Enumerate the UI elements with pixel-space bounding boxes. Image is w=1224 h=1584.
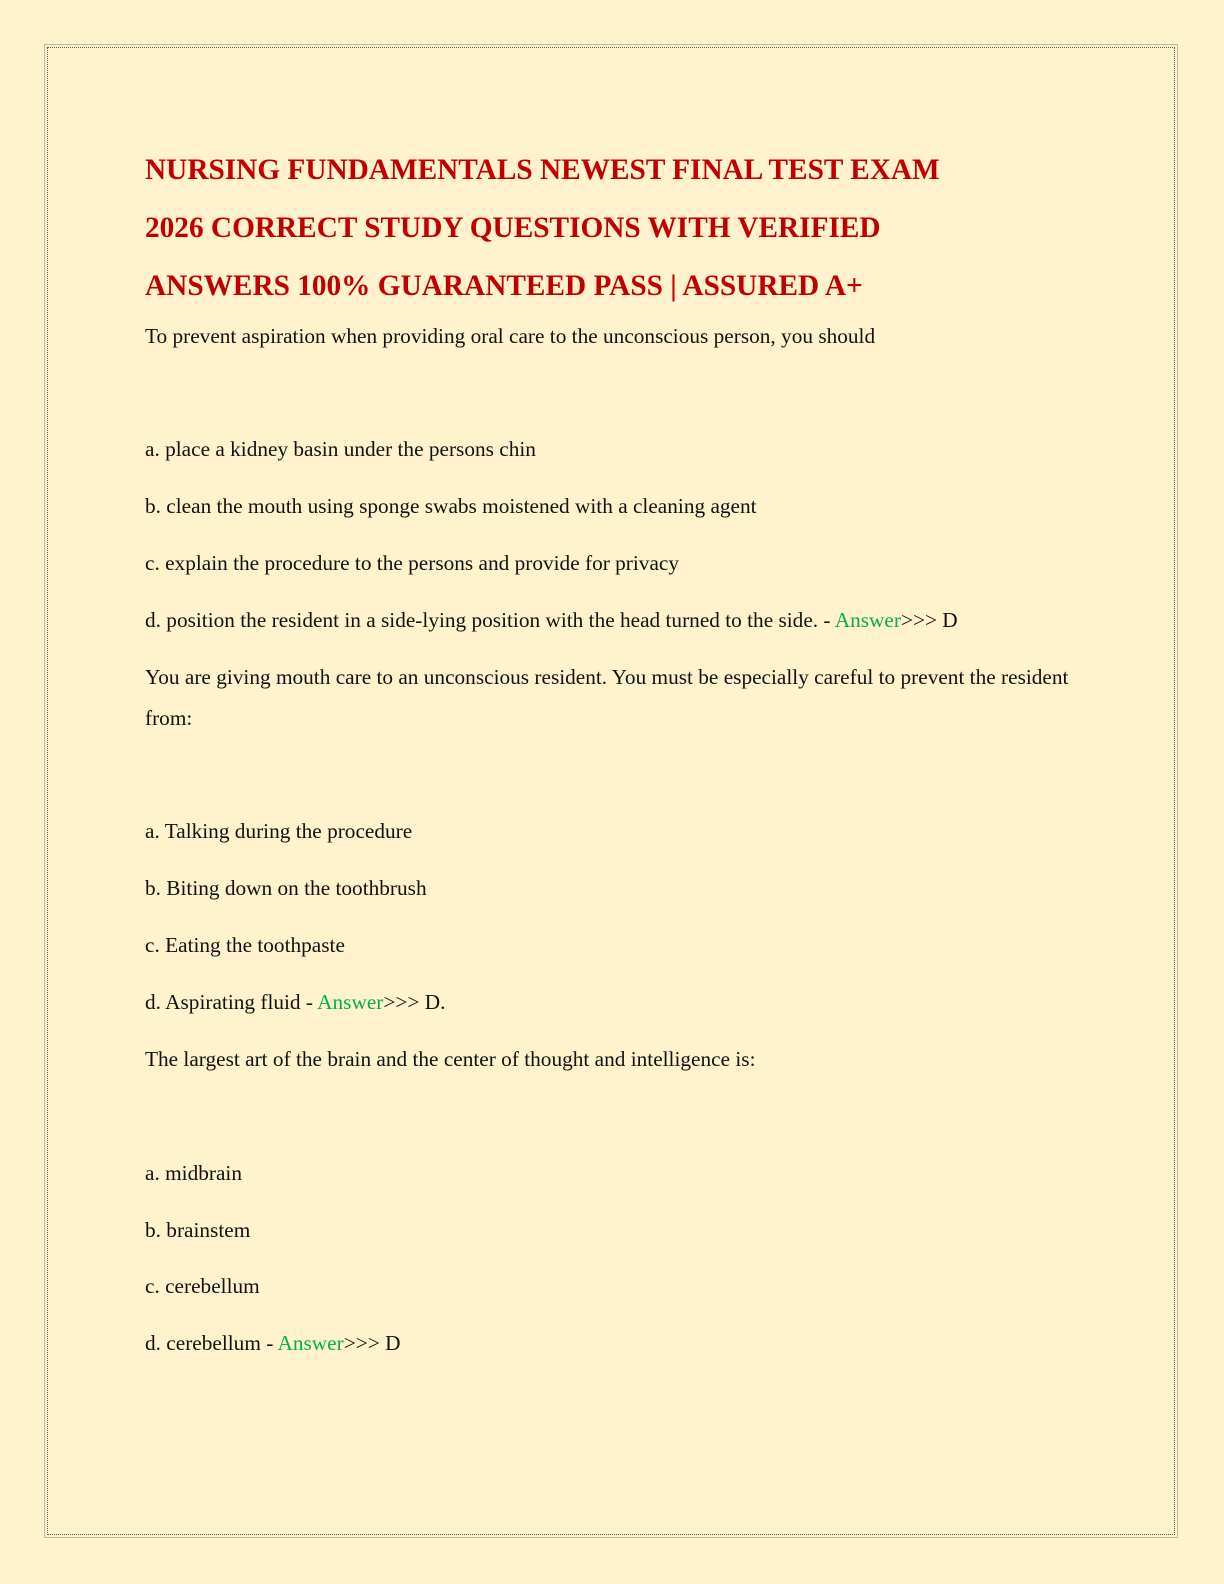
answer-value: >>> D — [343, 1331, 401, 1355]
question-3-option-d — [145, 1323, 400, 1364]
document-title — [145, 141, 1085, 315]
question-2-option-a: a. Talking during the procedure — [145, 819, 413, 843]
question-2-option-c: c. Eating the toothpaste — [145, 933, 345, 957]
answer-value: >>> D — [900, 608, 958, 632]
question-1-option-d — [145, 600, 958, 641]
question-1-prompt: To prevent aspiration when providing oral care to the unconscious person, you should — [145, 324, 876, 348]
question-2-prompt: You are giving mouth care to an unconscious resident. You must be especially careful to prevent the resident from: — [145, 665, 1069, 730]
question-2-option-b: b. Biting down on the toothbrush — [145, 876, 427, 900]
question-3-option-c: c. cerebellum — [145, 1274, 260, 1298]
answer-label: Answer — [834, 608, 901, 632]
answer-label: Answer — [317, 990, 384, 1014]
answer-value: >>> D. — [383, 990, 446, 1014]
option-text: d. Aspirating fluid - — [145, 990, 318, 1014]
answer-label: Answer — [277, 1331, 344, 1355]
question-3-option-b: b. brainstem — [145, 1218, 251, 1242]
question-2-option-d — [145, 982, 445, 1023]
question-1-option-b: b. clean the mouth using sponge swabs moistened with a cleaning agent — [145, 494, 757, 518]
question-1-option-c: c. explain the procedure to the persons and provide for privacy — [145, 551, 680, 575]
option-text: d. position the resident in a side-lying position with the head turned to the side. - — [145, 608, 835, 632]
question-3-prompt: The largest art of the brain and the center of thought and intelligence is: — [145, 1047, 756, 1071]
title-line: ANSWERS 100% GUARANTEED PASS | ASSURED A+ — [145, 270, 863, 302]
question-1-option-a: a. place a kidney basin under the persons chin — [145, 437, 536, 461]
question-3-option-a: a. midbrain — [145, 1161, 242, 1185]
title-line: NURSING FUNDAMENTALS NEWEST FINAL TEST EXAM — [145, 154, 940, 186]
title-line: 2026 CORRECT STUDY QUESTIONS WITH VERIFIED — [145, 212, 881, 244]
option-text: d. cerebellum - — [145, 1331, 278, 1355]
